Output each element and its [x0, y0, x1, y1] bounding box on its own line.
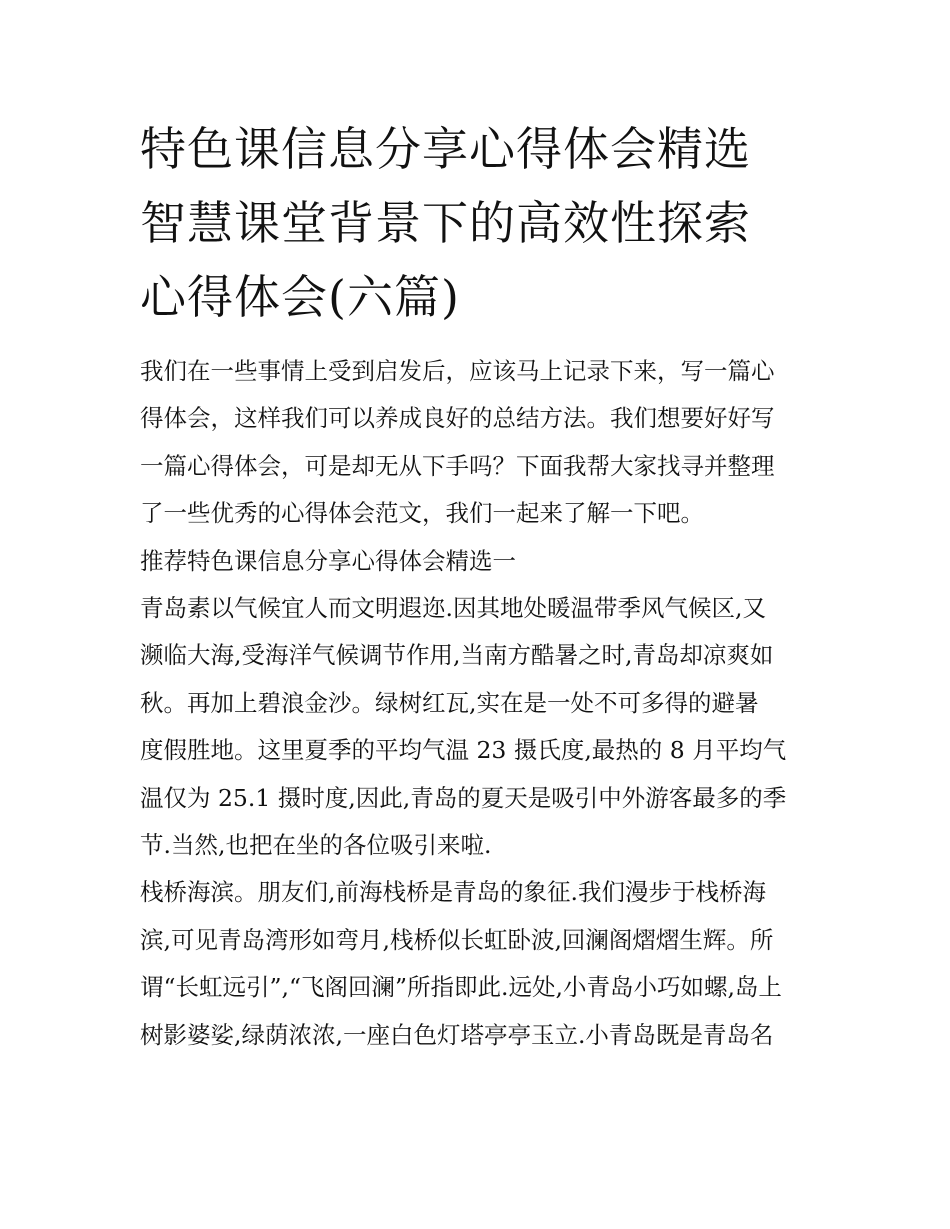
document-page — [140, 112, 812, 1059]
paragraph2-line-4: 树影婆娑,绿荫浓浓,一座白色灯塔亭亭玉立.小青岛既是青岛名 — [140, 1020, 774, 1049]
paragraph1-line-6: 节.当然,也把在坐的各位吸引来啦. — [140, 831, 492, 860]
paragraph2-line-1: 栈桥海滨。朋友们,前海栈桥是青岛的象征.我们漫步于栈桥海 — [140, 878, 766, 907]
paragraph1-line-4: 度假胜地。这里夏季的平均气温 23 摄氏度,最热的 8 月平均气 — [140, 736, 787, 765]
paragraph2-line-2: 滨,可见青岛湾形如弯月,栈桥似长虹卧波,回澜阁熠熠生辉。所 — [140, 925, 774, 954]
document-title — [140, 112, 812, 334]
intro-line-4: 了一些优秀的心得体会范文，我们一起来了解一下吧。 — [140, 499, 704, 528]
intro-line-1: 我们在一些事情上受到启发后，应该马上记录下来，写一篇心 — [140, 357, 775, 385]
paragraph1-line-2: 濒临大海,受海洋气候调节作用,当南方酷暑之时,青岛却凉爽如 — [140, 641, 774, 670]
paragraph2-line-3: 谓“长虹远引”,“飞阁回澜”所指即此.远处,小青岛小巧如螺,岛上 — [140, 973, 782, 1002]
title-line-3: 心得体会(六篇) — [140, 270, 460, 324]
intro-line-2: 得体会，这样我们可以养成良好的总结方法。我们想要好好写 — [140, 404, 775, 433]
intro-paragraph — [140, 348, 812, 538]
intro-line-3: 一篇心得体会，可是却无从下手吗？下面我帮大家找寻并整理 — [140, 451, 775, 480]
title-line-2: 智慧课堂背景下的高效性探索 — [140, 196, 751, 250]
paragraph1-line-5: 温仅为 25.1 摄时度,因此,青岛的夏天是吸引中外游客最多的季 — [140, 783, 787, 812]
paragraph1-line-1: 青岛素以气候宜人而文明遐迩.因其地处暖温带季风气候区,又 — [140, 594, 766, 623]
body-paragraph-1 — [140, 585, 812, 869]
title-line-1: 特色课信息分享心得体会精选 — [140, 122, 751, 176]
section-heading — [140, 538, 812, 585]
section-heading-text: 推荐特色课信息分享心得体会精选一 — [140, 546, 516, 575]
paragraph1-line-3: 秋。再加上碧浪金沙。绿树红瓦,实在是一处不可多得的避暑 — [140, 688, 759, 717]
body-paragraph-2 — [140, 869, 812, 1059]
